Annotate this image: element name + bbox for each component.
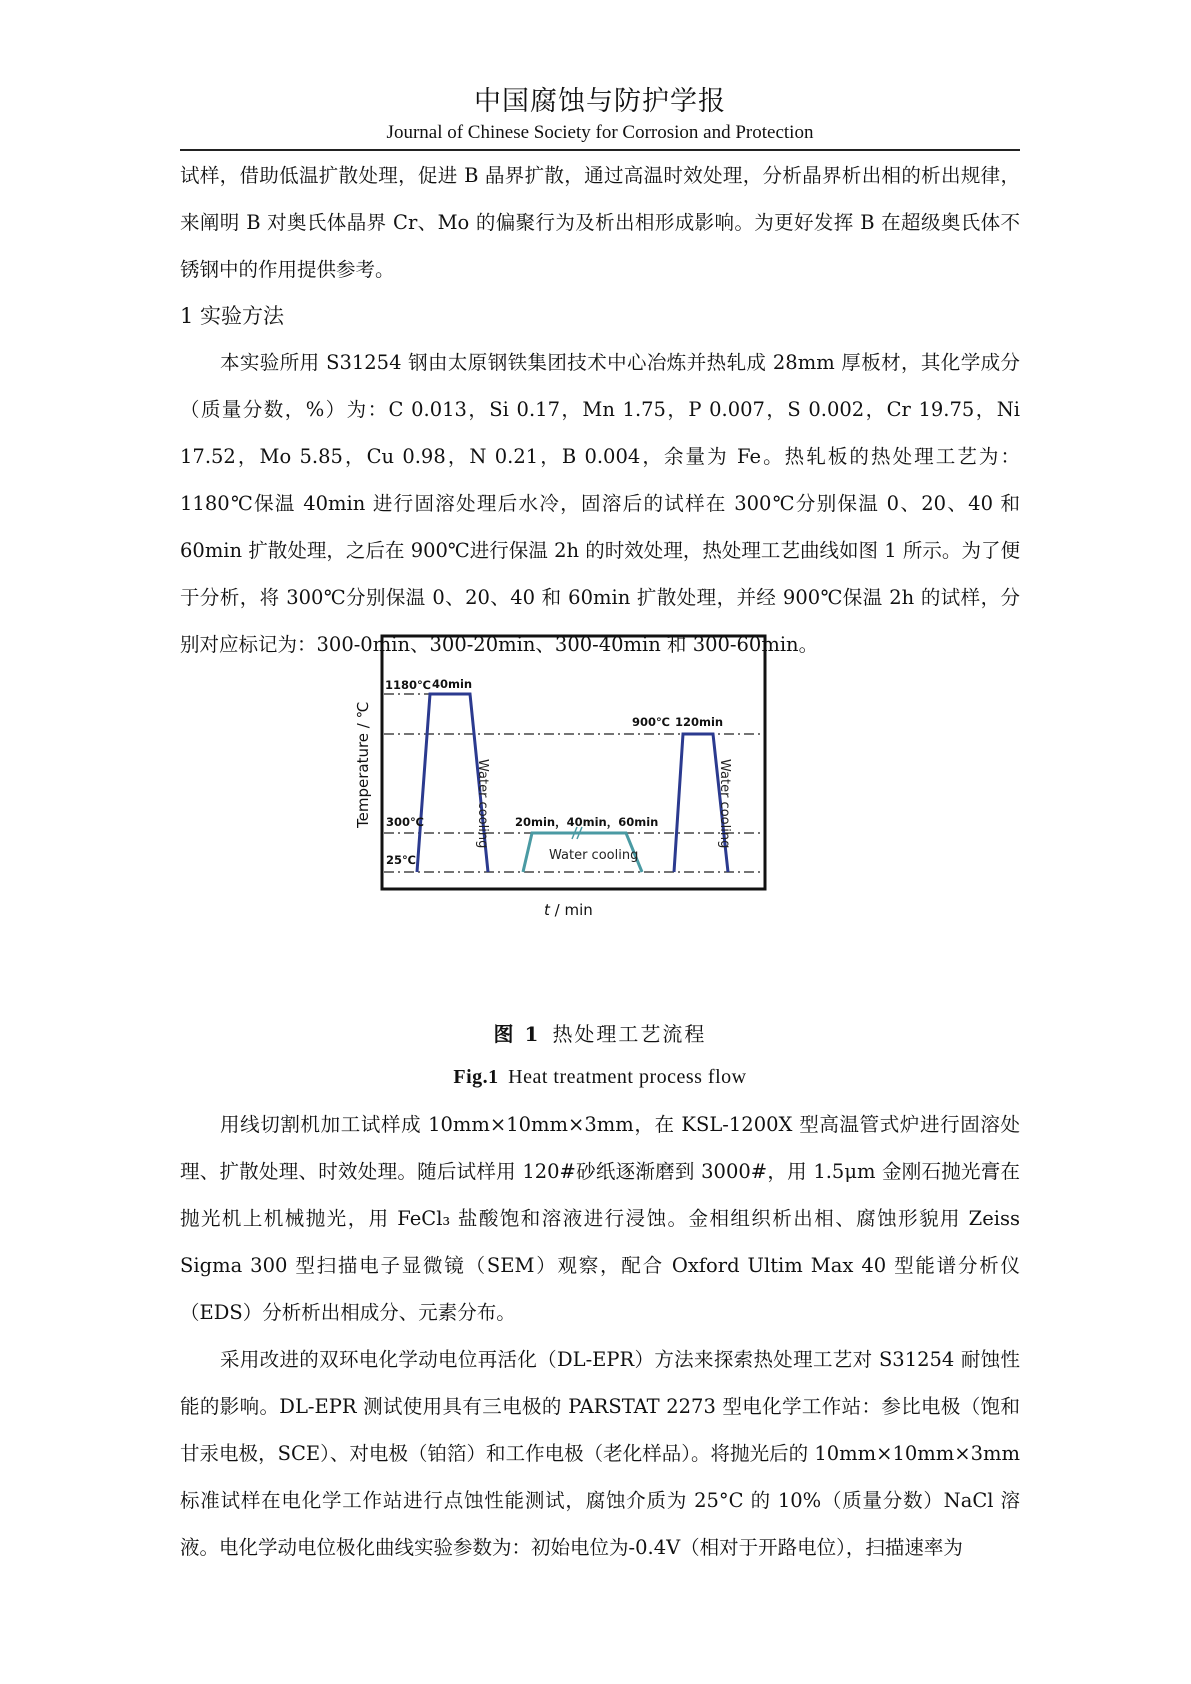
label-diffusion-holds: 20min，40min，60min [515, 815, 659, 829]
label-900c: 900℃ [632, 715, 670, 729]
heat-treatment-diagram [354, 677, 776, 933]
figure-heat-treatment [354, 677, 776, 937]
label-water-cooling-diffusion: Water cooling [549, 848, 639, 863]
label-25c: 25℃ [386, 853, 416, 867]
journal-title-en: Journal of Chinese Society for Corrosion and Protection [386, 122, 814, 143]
caption-en-number: Fig.1 [453, 1066, 499, 1088]
paragraph-electrochemical-test: 采用改进的双环电化学动电位再活化（DL-EPR）方法来探索热处理工艺对 S31254 耐蚀性能的影响。DL-EPR 测试使用具有三电极的 PARSTAT 2273 型电化学工作站：参比电极（饱和甘汞电极，SCE）、对电极（铂箔）和工作电极（老化样品）。将抛光后的 10mm×10mm×3mm 标准试样在电化学工作站进行点蚀性能测试，腐蚀介质为 25°C 的 10%（质量分数）NaCl 溶液。电化学动电位极化曲线实验参数为：初始电位为-0.4V（相对于开路电位），扫描速率为 [180, 1348, 1020, 1559]
label-300c: 300℃ [386, 815, 424, 829]
x-axis-label-var: t [544, 901, 550, 919]
label-water-cooling-solution: Water cooling [475, 759, 490, 849]
figure-caption-en [180, 1066, 1020, 1089]
caption-en-text: Heat treatment process flow [508, 1066, 747, 1088]
x-axis-label [544, 901, 593, 919]
journal-title-cn: 中国腐蚀与防护学报 [474, 86, 726, 117]
label-120min: 120min [675, 715, 724, 729]
label-40min: 40min [432, 677, 473, 691]
x-axis-label-unit: / min [549, 901, 593, 919]
y-axis-label: Temperature / ℃ [354, 701, 372, 828]
caption-cn-number: 图 1 [493, 1022, 541, 1046]
label-water-cooling-aging: Water cooling [717, 759, 732, 849]
figure-caption-cn [180, 1018, 1020, 1047]
paragraph-materials: 本实验所用 S31254 钢由太原钢铁集团技术中心冶炼并热轧成 28mm 厚板材，其化学成分（质量分数，%）为：C 0.013，Si 0.17，Mn 1.75，P 0.007，S 0.002，Cr 19.75，Ni 17.52，Mo 5.85，Cu 0.98，N 0.21，B 0.004，余量为 Fe。热轧板的热处理工艺为：1180℃保温 40min 进行固溶处理后水冷，固溶后的试样在 300℃分别保温 0、20、40 和 60min 扩散处理，之后在 900℃进行保温 2h 的时效处理，热处理工艺曲线如图 1 所示。为了便于分析，将 300℃分别保温 0、20、40 和 60min 扩散处理，并经 900℃保温 2h 的试样，分别对应标记为：300-0min、300-20min、300-40min 和 300-60min。 [180, 351, 1020, 656]
journal-header [180, 82, 1020, 146]
label-1180c: 1180℃ [385, 678, 431, 692]
header-divider [180, 149, 1020, 151]
paragraph-intro-continued: 试样，借助低温扩散处理，促进 B 晶界扩散，通过高温时效处理，分析晶界析出相的析出规律，来阐明 B 对奥氏体晶界 Cr、Mo 的偏聚行为及析出相形成影响。为更好发挥 B 在超级奥氏体不锈钢中的作用提供参考。 [180, 164, 1020, 281]
paragraph-sample-preparation: 用线切割机加工试样成 10mm×10mm×3mm，在 KSL-1200X 型高温管式炉进行固溶处理、扩散处理、时效处理。随后试样用 120#砂纸逐渐磨到 3000#，用 1.5μm 金刚石抛光膏在抛光机上机械抛光，用 FeCl₃ 盐酸饱和溶液进行浸蚀。金相组织析出相、腐蚀形貌用 Zeiss Sigma 300 型扫描电子显微镜（SEM）观察，配合 Oxford Ultim Max 40 型能谱分析仪（EDS）分析析出相成分、元素分布。 [180, 1113, 1020, 1324]
section-heading: 1 实验方法 [180, 304, 285, 328]
caption-cn-text: 热处理工艺流程 [552, 1022, 707, 1046]
